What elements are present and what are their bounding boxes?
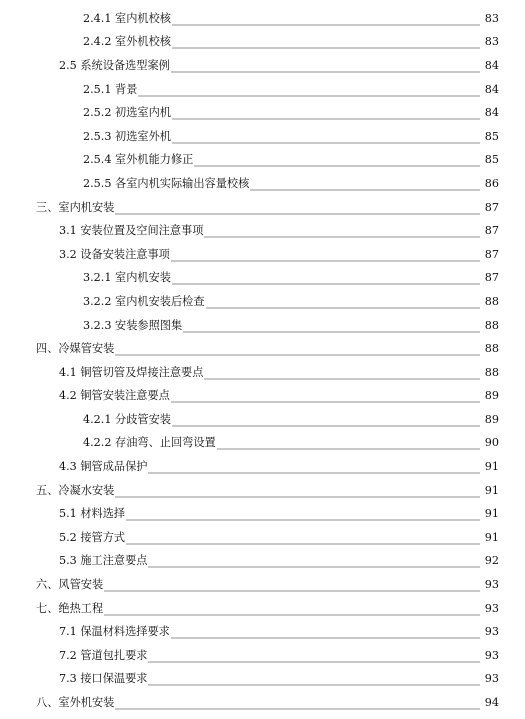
toc-entry-title: 3.2.3 安装参照图集	[83, 318, 183, 332]
toc-entry-title: 2.5.1 背景	[83, 82, 138, 96]
dot-leader	[172, 134, 480, 144]
toc-entry[interactable]	[0, 408, 525, 432]
toc-entry-title: 7.1 保温材料选择要求	[59, 625, 170, 639]
toc-page-number: 88	[484, 342, 499, 356]
toc-page-number: 83	[484, 35, 499, 49]
table-of-contents	[0, 7, 525, 715]
toc-page-number: 93	[484, 578, 499, 592]
toc-entry-title: 4.2.2 存油弯、止回弯设置	[83, 436, 216, 450]
toc-entry-title: 4.1 铜管切管及焊接注意要点	[59, 365, 204, 379]
toc-entry-title: 三、室内机安装	[36, 200, 115, 214]
toc-entry[interactable]	[0, 7, 525, 31]
dot-leader	[148, 464, 480, 474]
toc-entry[interactable]	[0, 314, 525, 338]
dot-leader	[172, 39, 480, 49]
dot-leader	[172, 275, 480, 285]
toc-entry-title: 3.2 设备安装注意事项	[59, 247, 170, 261]
toc-entry[interactable]	[0, 149, 525, 173]
dot-leader	[138, 87, 480, 97]
dot-leader	[126, 535, 480, 545]
toc-entry[interactable]	[0, 361, 525, 385]
toc-entry[interactable]	[0, 125, 525, 149]
toc-entry-title: 2.5.3 初选室外机	[83, 129, 171, 143]
dot-leader	[250, 181, 480, 191]
toc-page-number: 87	[484, 271, 499, 285]
toc-entry[interactable]	[0, 337, 525, 361]
toc-page-number: 87	[484, 200, 499, 214]
dot-leader	[172, 16, 480, 26]
toc-entry[interactable]	[0, 550, 525, 574]
toc-page-number: 91	[484, 460, 499, 474]
toc-page-number: 93	[484, 625, 499, 639]
toc-entry[interactable]	[0, 691, 525, 715]
toc-entry[interactable]	[0, 219, 525, 243]
toc-entry-title: 7.2 管道包扎要求	[59, 648, 148, 662]
toc-page-number: 85	[484, 153, 499, 167]
toc-entry[interactable]	[0, 455, 525, 479]
dot-leader	[171, 63, 480, 73]
toc-entry-title: 六、风管安装	[36, 578, 104, 592]
toc-entry[interactable]	[0, 668, 525, 692]
toc-entry-title: 7.3 接口保温要求	[59, 672, 148, 686]
toc-page-number: 91	[484, 483, 499, 497]
dot-leader	[148, 676, 480, 686]
toc-entry[interactable]	[0, 196, 525, 220]
dot-leader	[171, 629, 480, 639]
toc-entry[interactable]	[0, 101, 525, 125]
dot-leader	[172, 110, 480, 120]
toc-page-number: 85	[484, 129, 499, 143]
toc-page-number: 92	[484, 554, 499, 568]
toc-entry-title: 七、绝热工程	[36, 601, 104, 615]
toc-entry[interactable]	[0, 172, 525, 196]
toc-entry-title: 2.5.2 初选室内机	[83, 106, 171, 120]
toc-page-number: 87	[484, 247, 499, 261]
dot-leader	[217, 440, 480, 450]
toc-entry-title: 2.5.5 各室内机实际输出容量校核	[83, 176, 250, 190]
toc-entry-title: 4.2 铜管安装注意要点	[59, 389, 170, 403]
toc-entry-title: 4.3 铜管成品保护	[59, 460, 148, 474]
toc-entry-title: 5.1 材料选择	[59, 507, 126, 521]
dot-leader	[171, 393, 480, 403]
toc-entry[interactable]	[0, 479, 525, 503]
toc-page-number: 93	[484, 672, 499, 686]
toc-entry[interactable]	[0, 267, 525, 291]
toc-page-number: 84	[484, 58, 499, 72]
toc-page-number: 88	[484, 365, 499, 379]
toc-page-number: 91	[484, 530, 499, 544]
dot-leader	[183, 323, 480, 333]
toc-page-number: 93	[484, 648, 499, 662]
dot-leader	[104, 582, 480, 592]
toc-entry[interactable]	[0, 432, 525, 456]
toc-entry[interactable]	[0, 243, 525, 267]
toc-entry[interactable]	[0, 502, 525, 526]
toc-entry-title: 3.1 安装位置及空间注意事项	[59, 224, 204, 238]
dot-leader	[104, 606, 480, 616]
toc-entry-title: 2.5.4 室外机能力修正	[83, 153, 194, 167]
dot-leader	[115, 346, 480, 356]
toc-entry[interactable]	[0, 573, 525, 597]
toc-page-number: 87	[484, 224, 499, 238]
dot-leader	[148, 653, 480, 663]
dot-leader	[115, 700, 480, 710]
toc-entry-title: 5.2 接管方式	[59, 530, 126, 544]
toc-page-number: 93	[484, 601, 499, 615]
dot-leader	[206, 299, 480, 309]
dot-leader	[171, 252, 480, 262]
toc-page-number: 86	[484, 176, 499, 190]
toc-page-number: 91	[484, 507, 499, 521]
toc-entry-title: 五、冷凝水安装	[36, 483, 115, 497]
toc-entry-title: 2.5 系统设备选型案例	[59, 58, 170, 72]
dot-leader	[204, 228, 480, 238]
dot-leader	[204, 370, 480, 380]
toc-entry-title: 4.2.1 分歧管安装	[83, 412, 171, 426]
toc-entry[interactable]	[0, 31, 525, 55]
toc-entry[interactable]	[0, 644, 525, 668]
toc-entry[interactable]	[0, 620, 525, 644]
toc-entry[interactable]	[0, 526, 525, 550]
toc-entry[interactable]	[0, 78, 525, 102]
toc-page-number: 83	[484, 11, 499, 25]
toc-page-number: 89	[484, 412, 499, 426]
toc-entry-title: 3.2.2 室内机安装后检查	[83, 294, 205, 308]
toc-entry[interactable]	[0, 385, 525, 409]
toc-entry-title: 四、冷媒管安装	[36, 342, 115, 356]
dot-leader	[115, 488, 480, 498]
toc-page-number: 88	[484, 318, 499, 332]
dot-leader	[126, 511, 480, 521]
toc-page-number: 84	[484, 106, 499, 120]
toc-entry-title: 5.3 施工注意要点	[59, 554, 148, 568]
toc-entry-title: 3.2.1 室内机安装	[83, 271, 171, 285]
toc-page-number: 84	[484, 82, 499, 96]
toc-page-number: 89	[484, 389, 499, 403]
toc-page-number: 88	[484, 294, 499, 308]
toc-entry-title: 2.4.1 室内机校核	[83, 11, 171, 25]
dot-leader	[194, 157, 480, 167]
toc-entry-title: 2.4.2 室外机校核	[83, 35, 171, 49]
toc-entry[interactable]	[0, 597, 525, 621]
toc-entry[interactable]	[0, 290, 525, 314]
toc-entry-title: 八、室外机安装	[36, 696, 115, 710]
dot-leader	[115, 205, 480, 215]
toc-entry[interactable]	[0, 54, 525, 78]
toc-page-number: 94	[484, 696, 499, 710]
toc-page-number: 90	[484, 436, 499, 450]
dot-leader	[148, 558, 480, 568]
dot-leader	[172, 417, 480, 427]
